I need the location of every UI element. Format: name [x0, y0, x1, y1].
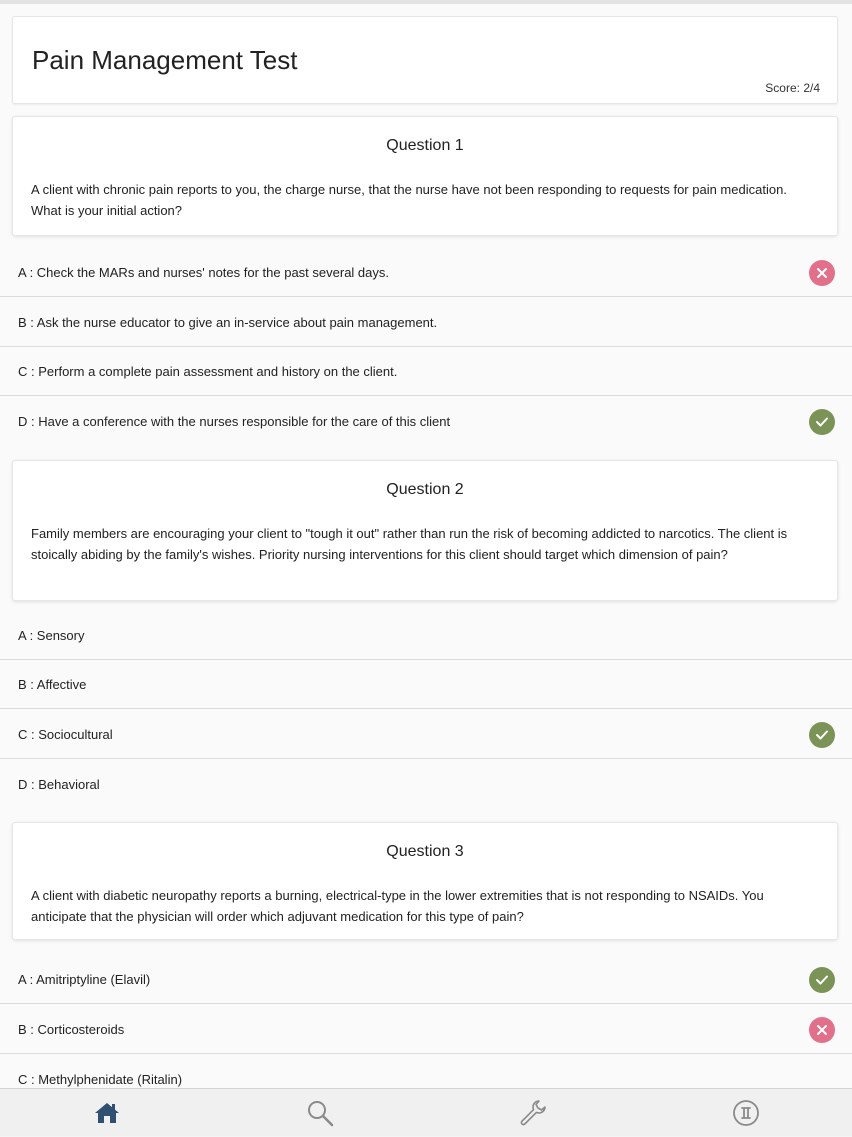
page-title: Pain Management Test [32, 45, 298, 75]
answer-option-3b[interactable] [0, 1006, 852, 1054]
search-icon [306, 1099, 334, 1127]
wrench-icon [519, 1099, 547, 1127]
checkmark-icon [809, 722, 835, 748]
answer-option-3a[interactable] [0, 956, 852, 1004]
answer-option-2b[interactable] [0, 661, 852, 709]
test-header-card [12, 16, 838, 104]
answer-label: A : Sensory [18, 628, 85, 643]
answer-label: C : Sociocultural [18, 727, 113, 742]
answer-label: B : Ask the nurse educator to give an in-service about pain management. [18, 315, 438, 330]
home-icon [94, 1101, 120, 1125]
answer-option-3c[interactable] [0, 1056, 852, 1088]
answer-option-1b[interactable] [0, 299, 852, 347]
answer-option-2c[interactable] [0, 711, 852, 759]
answer-label: C : Perform a complete pain assessment and history on the client. [18, 364, 398, 379]
answer-option-2a[interactable] [0, 612, 852, 660]
tab-home[interactable] [0, 1089, 213, 1137]
answer-label: B : Corticosteroids [18, 1022, 125, 1037]
tab-tools[interactable] [426, 1089, 639, 1137]
tab-about[interactable] [639, 1089, 852, 1137]
bottom-tab-bar [0, 1088, 852, 1136]
answer-label: C : Methylphenidate (Ritalin) [18, 1072, 183, 1087]
question-card-1 [12, 116, 838, 236]
checkmark-icon [809, 409, 835, 435]
answer-label: D : Behavioral [18, 777, 100, 792]
score-label: Score: 2/4 [765, 81, 820, 95]
wrong-icon [809, 1017, 835, 1043]
question-heading: Question 2 [386, 481, 464, 498]
answer-label: D : Have a conference with the nurses responsible for the care of this client [18, 414, 451, 429]
question-text: A client with chronic pain reports to you, the charge nurse, that the nurse have not been responding to requests for pain medication. What is your initial action? [31, 182, 787, 218]
question-text: A client with diabetic neuropathy reports a burning, electrical-type in the lower extremities that is not responding to NSAIDs. You anticipate that the physician will order which adjuvant medication for this type of pain? [31, 888, 764, 924]
answer-option-2d[interactable] [0, 761, 852, 809]
answer-label: A : Amitriptyline (Elavil) [18, 972, 151, 987]
answer-label: A : Check the MARs and nurses' notes for the past several days. [18, 265, 390, 280]
question-heading: Question 3 [386, 843, 464, 860]
question-heading: Question 1 [386, 137, 464, 154]
question-text: Family members are encouraging your client to "tough it out" rather than run the risk of becoming addicted to narcotics. The client is stoically abiding by the family's wishes. Priority nursing interventions for this client should target which dimension of pain? [31, 526, 788, 562]
wrong-icon [809, 260, 835, 286]
question-card-2 [12, 460, 838, 601]
tab-search[interactable] [213, 1089, 426, 1137]
info-icon [732, 1099, 760, 1127]
answer-option-1c[interactable] [0, 348, 852, 396]
answer-option-1a[interactable] [0, 249, 852, 297]
quiz-scroll-area[interactable] [0, 4, 852, 1088]
answer-option-1d[interactable] [0, 398, 852, 446]
question-card-3 [12, 822, 838, 940]
checkmark-icon [809, 967, 835, 993]
answer-label: B : Affective [18, 677, 87, 692]
